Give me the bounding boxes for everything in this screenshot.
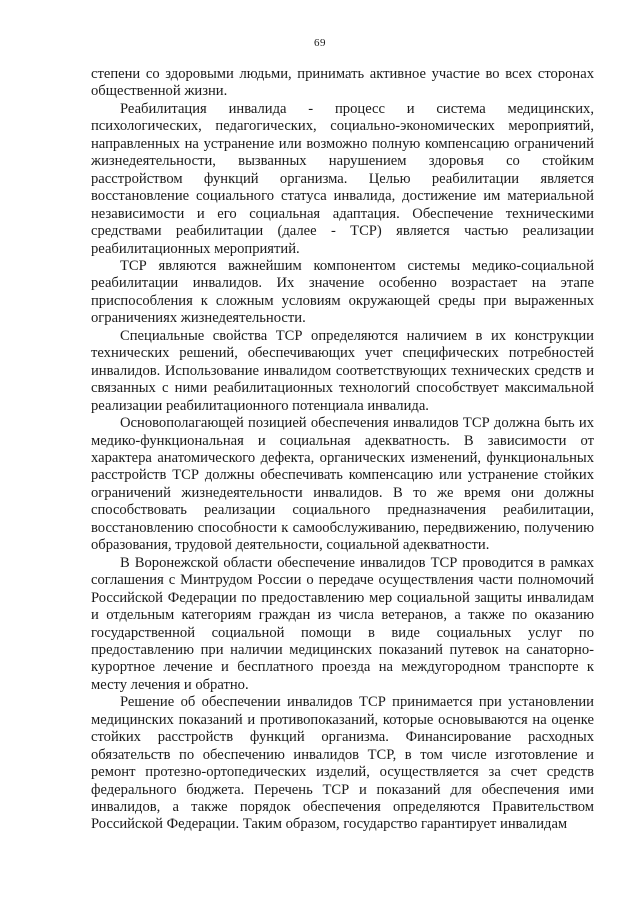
page-number: 69 xyxy=(314,37,326,49)
paragraph: Решение об обеспечении инвалидов ТСР принимается при установлении медицинских показаний и противопоказаний, которые основываются на оценке стойких расстройств функций организма. Финансирование расходных обязательств по обеспечению инвалидов ТСР, в том числе изготовление и ремонт протезно-ортопедических изделий, осуществляется за счет средств федерального бюджета. Перечень ТСР и показаний для обеспечения ими инвалидов, а также порядок обеспечения определяются Правительством Российской Федерации. Таким образом, государство гарантирует инвалидам xyxy=(91,694,594,833)
document-body xyxy=(91,66,594,834)
paragraph: степени со здоровыми людьми, принимать активное участие во всех сторонах общественной жизни. xyxy=(91,66,594,100)
paragraph: В Воронежской области обеспечение инвалидов ТСР проводится в рамках соглашения с Минтрудом России о передаче осуществления части полномочий Российской Федерации по предоставлению мер социальной защиты инвалидам и отдельным категориям граждан из числа ветеранов, а также по оказанию государственной социальной помощи в виде социальных услуг по предоставлению при наличии медицинских показаний путевок на санаторно-курортное лечение и бесплатного проезда на междугородном транспорте к месту лечения и обратно. xyxy=(91,554,594,693)
paragraph: Основополагающей позицией обеспечения инвалидов ТСР должна быть их медико-функциональная и социальная адекватность. В зависимости от характера анатомического дефекта, органических изменений, функциональных расстройств ТСР должны обеспечивать компенсацию или устранение стойких ограничений жизнедеятельности инвалидов. В то же время они должны способствовать реализации социального предназначения реабилитации, восстановлению способности к самообслуживанию, передвижению, получению образования, трудовой деятельности, социальной адекватности. xyxy=(91,415,594,554)
paragraph: Специальные свойства ТСР определяются наличием в их конструкции технических решений, обеспечивающих учет специфических потребностей инвалидов. Использование инвалидом соответствующих технических средств и связанных с ними реабилитационных технологий способствует максимальной реализации реабилитационного потенциала инвалида. xyxy=(91,327,594,414)
paragraph: Реабилитация инвалида - процесс и система медицинских, психологических, педагогических, социально-экономических мероприятий, направленных на устранение или возможно полную компенсацию ограничений жизнедеятельности, вызванных нарушением здоровья со стойким расстройством функций организма. Целью реабилитации является восстановление социального статуса инвалида, достижение им материальной независимости и его социальная адаптация. Обеспечение техническими средствами реабилитации (далее - ТСР) является частью реализации реабилитационных мероприятий. xyxy=(91,100,594,257)
paragraph: ТСР являются важнейшим компонентом системы медико-социальной реабилитации инвалидов. Их значение особенно возрастает на этапе приспособления к сложным условиям окружающей среды при выраженных ограничениях жизнедеятельности. xyxy=(91,257,594,327)
